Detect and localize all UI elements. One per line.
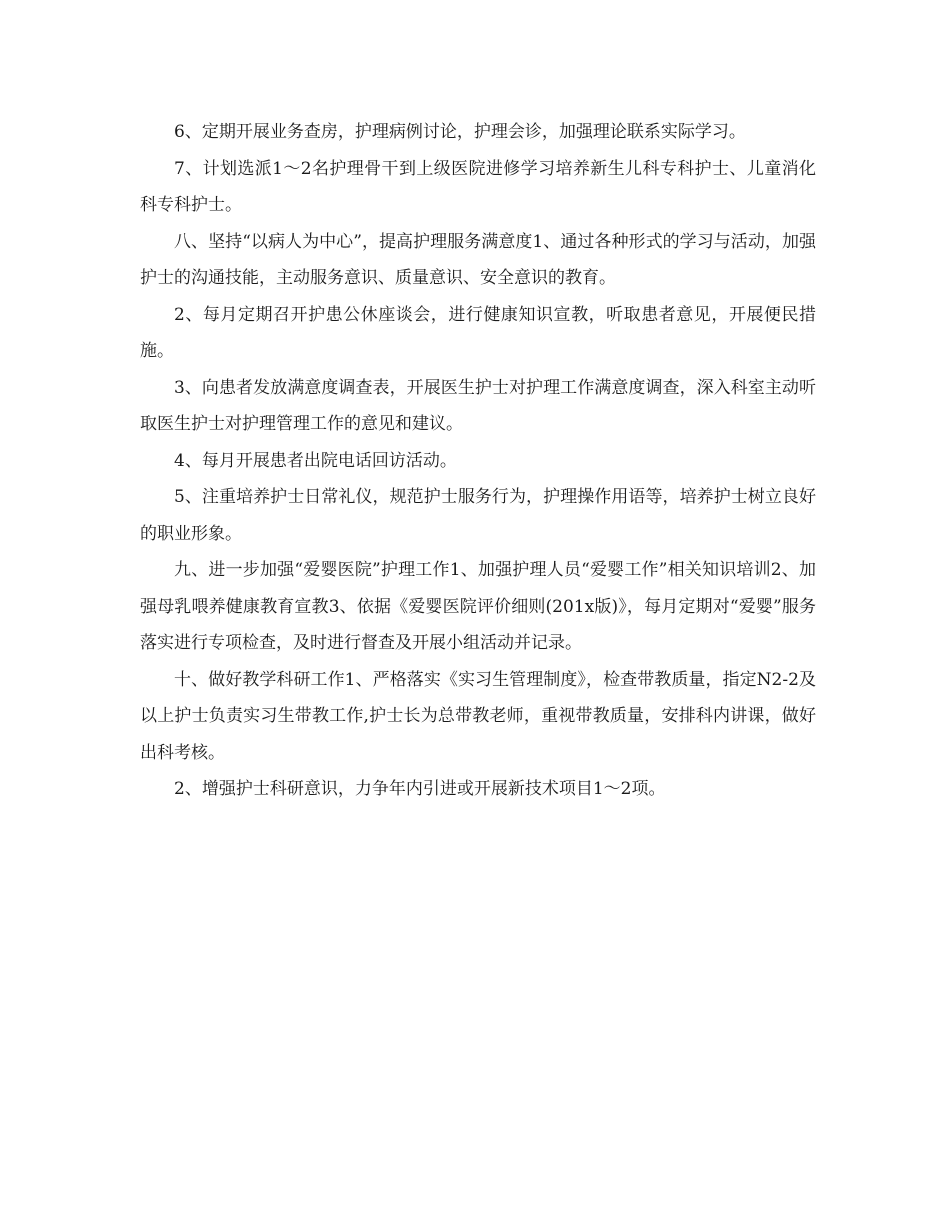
paragraph-item-8-3: 3、向患者发放满意度调查表，开展医生护士对护理工作满意度调查，深入科室主动听取医生护士对护理管理工作的意见和建议。: [140, 377, 816, 434]
paragraph-section-9: 九、进一步加强“爱婴医院”护理工作1、加强护理人员“爱婴工作”相关知识培训2、加强母乳喂养健康教育宣教3、依据《爱婴医院评价细则(201x版)》，每月定期对“爱婴”服务落实进行专项检查，及时进行督查及开展小组活动并记录。: [140, 560, 816, 653]
paragraph-item-8-2: 2、每月定期召开护患公休座谈会，进行健康知识宣教，听取患者意见，开展便民措施。: [140, 304, 816, 361]
paragraph-section-10: 十、做好教学科研工作1、严格落实《实习生管理制度》，检查带教质量，指定N2-2及以上护士负责实习生带教工作,护士长为总带教老师，重视带教质量，安排科内讲课，做好出科考核。: [140, 669, 816, 763]
paragraph-section-8: 八、坚持“以病人为中心”，提高护理服务满意度1、通过各种形式的学习与活动，加强护士的沟通技能，主动服务意识、质量意识、安全意识的教育。: [140, 231, 816, 288]
paragraph-item-8-5: 5、注重培养护士日常礼仪，规范护士服务行为，护理操作用语等，培养护士树立良好的职业形象。: [140, 487, 816, 544]
paragraph-item-10-2: 2、增强护士科研意识，力争年内引进或开展新技术项目1～2项。: [174, 779, 666, 799]
document-body: [140, 114, 816, 808]
paragraph-item-6: 6、定期开展业务查房，护理病例讨论，护理会诊，加强理论联系实际学习。: [174, 122, 746, 142]
paragraph-item-8-4: 4、每月开展患者出院电话回访活动。: [174, 450, 457, 471]
paragraph-item-7: 7、计划选派1～2名护理骨干到上级医院进修学习培养新生儿科专科护士、儿童消化科专科护士。: [140, 158, 816, 215]
